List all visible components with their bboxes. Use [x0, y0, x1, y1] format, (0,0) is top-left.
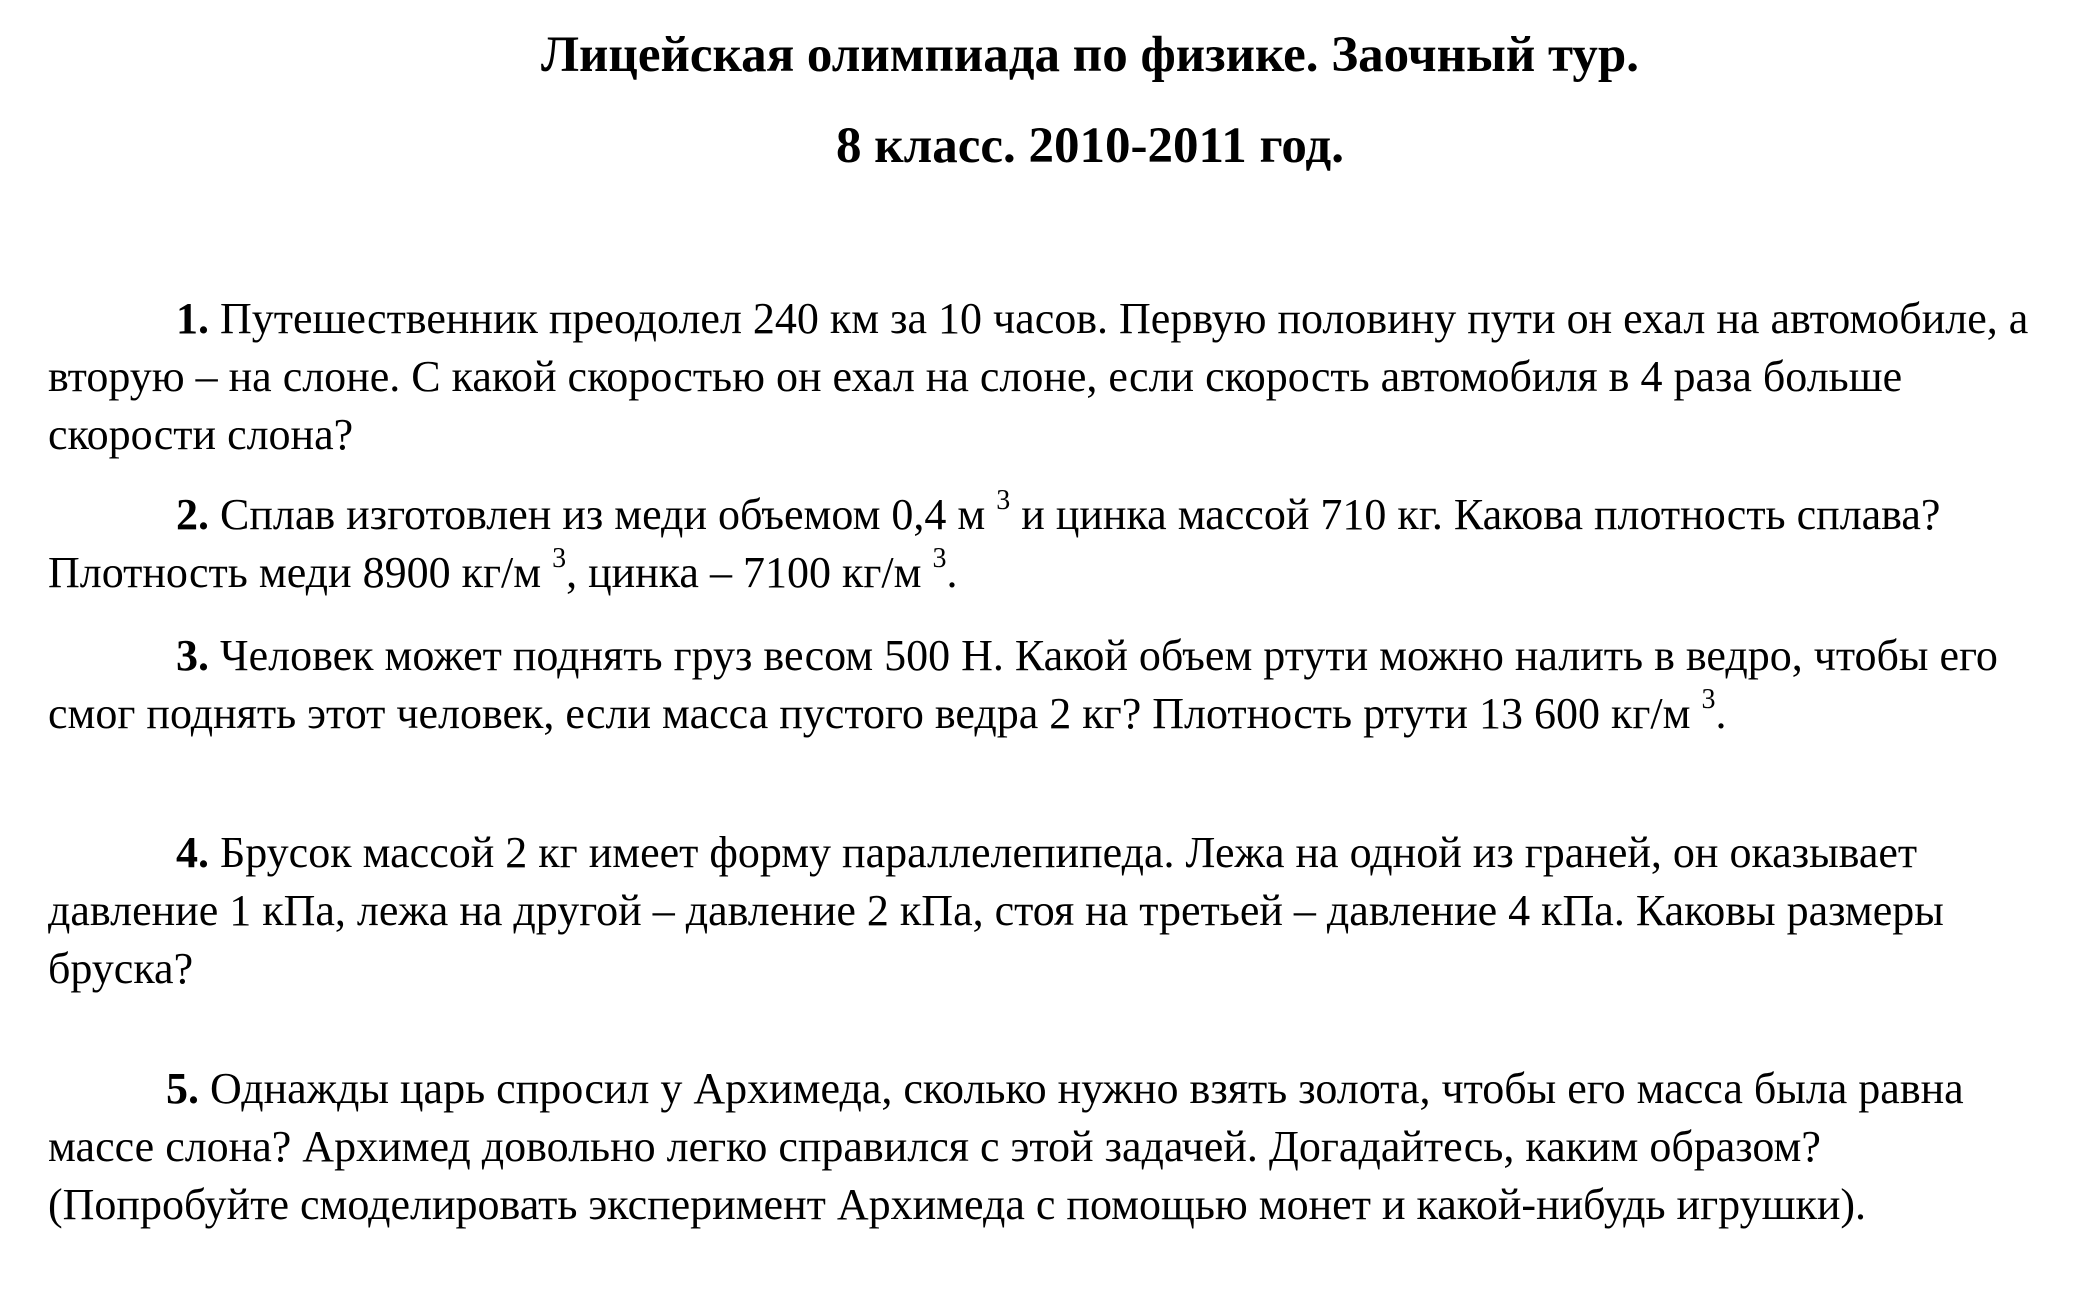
superscript-exponent: 3: [932, 543, 947, 574]
problem-text-part: , цинка – 7100 кг/м: [566, 548, 922, 597]
problem-1: [48, 290, 2038, 464]
problem-text-part: Человек может поднять груз весом 500 Н. Какой объем ртути можно налить в ведро, чтобы его смог поднять этот человек, если масса пустого ведра 2 кг? Плотность ртути 13 600 кг/м: [48, 631, 1998, 738]
problem-number: 1.: [176, 294, 209, 343]
problem-text-part: .: [946, 548, 958, 597]
problem-text-part: и цинка массой 710 кг. Какова плотность сплава? Плотность меди 8900 кг/м: [48, 490, 1941, 597]
problem-text-part: .: [1715, 689, 1727, 738]
document-subtitle: 8 класс. 2010-2011 год.: [836, 118, 1344, 174]
problem-number: 4.: [176, 828, 209, 877]
document-title: Лицейская олимпиада по физике. Заочный тур.: [541, 27, 1639, 83]
problem-text: Брусок массой 2 кг имеет форму параллелепипеда. Лежа на одной из граней, он оказывает давление 1 кПа, лежа на другой – давление 2 кПа, стоя на третьей – давление 4 кПа. Каковы размеры бруска?: [48, 828, 1944, 993]
problem-3: [48, 627, 2038, 743]
problem-5: [48, 1060, 2038, 1234]
problem-number: 3.: [176, 631, 209, 680]
superscript-exponent: 3: [552, 543, 567, 574]
problem-4: [48, 824, 2038, 998]
superscript-exponent: 3: [1701, 684, 1716, 715]
problem-number: 2.: [176, 490, 209, 539]
problem-text: Путешественник преодолел 240 км за 10 часов. Первую половину пути он ехал на автомобиле, а вторую – на слоне. С какой скоростью он ехал на слоне, если скорость автомобиля в 4 раза больше скорости слона?: [48, 294, 2029, 459]
superscript-exponent: 3: [996, 485, 1011, 516]
problem-number: 5.: [166, 1064, 199, 1113]
problem-text: Однажды царь спросил у Архимеда, сколько нужно взять золота, чтобы его масса была равна массе слона? Архимед довольно легко справился с этой задачей. Догадайтесь, каким образом? (Попробуйте смоделировать эксперимент Архимеда с помощью монет и какой-нибудь игрушки).: [48, 1064, 1964, 1229]
problem-text-part: Сплав изготовлен из меди объемом 0,4 м: [220, 490, 986, 539]
problem-2: [48, 486, 2038, 602]
